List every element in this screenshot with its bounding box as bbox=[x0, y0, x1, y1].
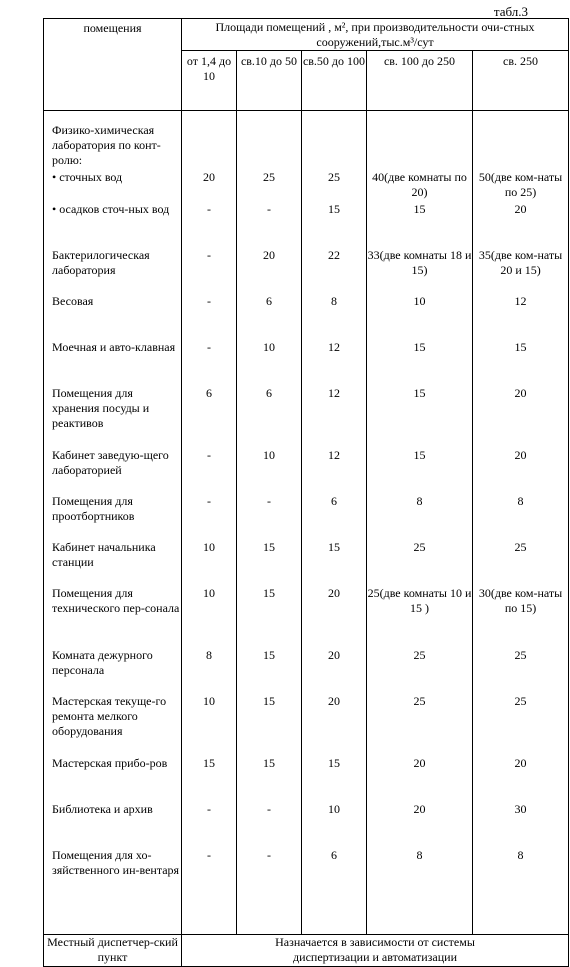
area-value: - bbox=[182, 340, 237, 386]
header-area-group: Площади помещений , м², при производительности очи-стных сооружений,тыс.м³/сут bbox=[182, 19, 569, 51]
area-value: 8 bbox=[367, 494, 473, 540]
header-col-4: св. 100 до 250 bbox=[367, 51, 473, 111]
header-col-2: св.10 до 50 bbox=[237, 51, 302, 111]
area-value: 20 bbox=[367, 802, 473, 848]
area-value: - bbox=[182, 202, 237, 248]
area-value: 25 bbox=[473, 540, 569, 586]
room-name: Мастерская прибо-ров bbox=[44, 756, 182, 802]
table-row bbox=[44, 756, 569, 802]
area-value: 20 bbox=[473, 448, 569, 494]
area-value: - bbox=[237, 494, 302, 540]
area-value: 15 bbox=[237, 694, 302, 756]
area-value: 8 bbox=[182, 648, 237, 694]
room-name: Библиотека и архив bbox=[44, 802, 182, 848]
area-value: 8 bbox=[302, 294, 367, 340]
area-value: 6 bbox=[302, 494, 367, 540]
area-value: 12 bbox=[302, 340, 367, 386]
room-name: Кабинет начальника станции bbox=[44, 540, 182, 586]
table-row bbox=[44, 802, 569, 848]
header-rooms: помещения bbox=[44, 19, 182, 111]
area-value: 35(две ком-наты 20 и 15) bbox=[473, 248, 569, 294]
area-value: 10 bbox=[302, 802, 367, 848]
area-value: 50(две ком-наты по 25) bbox=[473, 170, 569, 202]
table-row bbox=[44, 448, 569, 494]
room-name: Помещения для технического пер-сонала bbox=[44, 586, 182, 648]
table-row bbox=[44, 248, 569, 294]
area-value: 15 bbox=[302, 202, 367, 248]
table-row bbox=[44, 848, 569, 935]
area-value bbox=[367, 111, 473, 171]
area-value: - bbox=[182, 802, 237, 848]
area-value: 25 bbox=[473, 694, 569, 756]
area-value: - bbox=[237, 202, 302, 248]
area-value: 15 bbox=[237, 756, 302, 802]
area-value: 25(две комнаты 10 и 15 ) bbox=[367, 586, 473, 648]
footer-dispatch-name: Местный диспетчер-ский пункт bbox=[44, 935, 182, 967]
room-name: Помещения для хо-зяйственного ин-вентаря bbox=[44, 848, 182, 935]
area-value: 40(две комнаты по 20) bbox=[367, 170, 473, 202]
area-value: 20 bbox=[473, 202, 569, 248]
room-name: Бактерилогическая лаборатория bbox=[44, 248, 182, 294]
area-value: 15 bbox=[367, 202, 473, 248]
area-value bbox=[237, 111, 302, 171]
area-value: 20 bbox=[302, 694, 367, 756]
table-row bbox=[44, 170, 569, 202]
area-value: 33(две комнаты 18 и 15) bbox=[367, 248, 473, 294]
area-value: - bbox=[182, 848, 237, 935]
area-value: 20 bbox=[473, 756, 569, 802]
area-value: - bbox=[182, 494, 237, 540]
area-value: 10 bbox=[367, 294, 473, 340]
area-value: 15 bbox=[473, 340, 569, 386]
area-value: 10 bbox=[237, 448, 302, 494]
area-value: 10 bbox=[182, 540, 237, 586]
area-value: 20 bbox=[473, 386, 569, 448]
area-value: - bbox=[237, 848, 302, 935]
room-name: • осадков сточ-ных вод bbox=[44, 202, 182, 248]
area-value: 6 bbox=[182, 386, 237, 448]
table-row bbox=[44, 540, 569, 586]
area-value: - bbox=[182, 448, 237, 494]
area-value: 25 bbox=[473, 648, 569, 694]
area-value: 15 bbox=[302, 756, 367, 802]
area-value: 15 bbox=[367, 448, 473, 494]
area-value: 20 bbox=[367, 756, 473, 802]
table-number-label: табл.3 bbox=[493, 4, 528, 19]
area-value: 10 bbox=[182, 694, 237, 756]
table-row bbox=[44, 694, 569, 756]
area-value bbox=[182, 111, 237, 171]
area-value: 25 bbox=[302, 170, 367, 202]
room-name: Мастерская текуще-го ремонта мелкого оборудования bbox=[44, 694, 182, 756]
table-row bbox=[44, 111, 569, 171]
footer-dispatch-note: Назначается в зависимости от системы диспертизации и автоматизации bbox=[182, 935, 569, 967]
area-value: 10 bbox=[182, 586, 237, 648]
area-value: 15 bbox=[302, 540, 367, 586]
area-value: 15 bbox=[367, 386, 473, 448]
area-value: 15 bbox=[182, 756, 237, 802]
header-col-1: от 1,4 до 10 bbox=[182, 51, 237, 111]
area-value: 6 bbox=[237, 294, 302, 340]
area-value: 15 bbox=[237, 586, 302, 648]
area-value: 20 bbox=[302, 648, 367, 694]
area-value: 25 bbox=[367, 648, 473, 694]
table-row bbox=[44, 202, 569, 248]
room-name: Кабинет заведую-щего лабораторией bbox=[44, 448, 182, 494]
area-value: 6 bbox=[302, 848, 367, 935]
area-value: 15 bbox=[237, 648, 302, 694]
area-value: - bbox=[237, 802, 302, 848]
area-value: 8 bbox=[473, 494, 569, 540]
area-value: 20 bbox=[182, 170, 237, 202]
room-name: Весовая bbox=[44, 294, 182, 340]
area-value bbox=[302, 111, 367, 171]
table-row bbox=[44, 386, 569, 448]
area-value: 15 bbox=[367, 340, 473, 386]
area-value: 12 bbox=[473, 294, 569, 340]
area-value: 30(две ком-наты по 15) bbox=[473, 586, 569, 648]
area-value: 12 bbox=[302, 448, 367, 494]
header-col-3: св.50 до 100 bbox=[302, 51, 367, 111]
room-name: Помещения для хранения посуды и реактивов bbox=[44, 386, 182, 448]
area-value: 8 bbox=[473, 848, 569, 935]
area-value: 10 bbox=[237, 340, 302, 386]
table-row bbox=[44, 494, 569, 540]
area-value: 25 bbox=[237, 170, 302, 202]
table-row bbox=[44, 340, 569, 386]
area-value bbox=[473, 111, 569, 171]
room-name: Моечная и авто-клавная bbox=[44, 340, 182, 386]
area-value: 12 bbox=[302, 386, 367, 448]
area-value: 25 bbox=[367, 694, 473, 756]
area-value: 30 bbox=[473, 802, 569, 848]
table-row bbox=[44, 648, 569, 694]
area-value: 25 bbox=[367, 540, 473, 586]
area-value: 20 bbox=[237, 248, 302, 294]
area-value: 15 bbox=[237, 540, 302, 586]
area-value: 6 bbox=[237, 386, 302, 448]
header-col-5: св. 250 bbox=[473, 51, 569, 111]
area-value: 22 bbox=[302, 248, 367, 294]
rooms-area-table bbox=[43, 18, 569, 967]
area-value: - bbox=[182, 294, 237, 340]
room-name: • сточных вод bbox=[44, 170, 182, 202]
room-name: Комната дежурного персонала bbox=[44, 648, 182, 694]
table-row bbox=[44, 586, 569, 648]
room-name: Помещения для проотбортников bbox=[44, 494, 182, 540]
area-value: 8 bbox=[367, 848, 473, 935]
table-row bbox=[44, 294, 569, 340]
area-value: 20 bbox=[302, 586, 367, 648]
area-value: - bbox=[182, 248, 237, 294]
room-name: Физико-химическая лаборатория по конт-ролю: bbox=[44, 111, 182, 171]
